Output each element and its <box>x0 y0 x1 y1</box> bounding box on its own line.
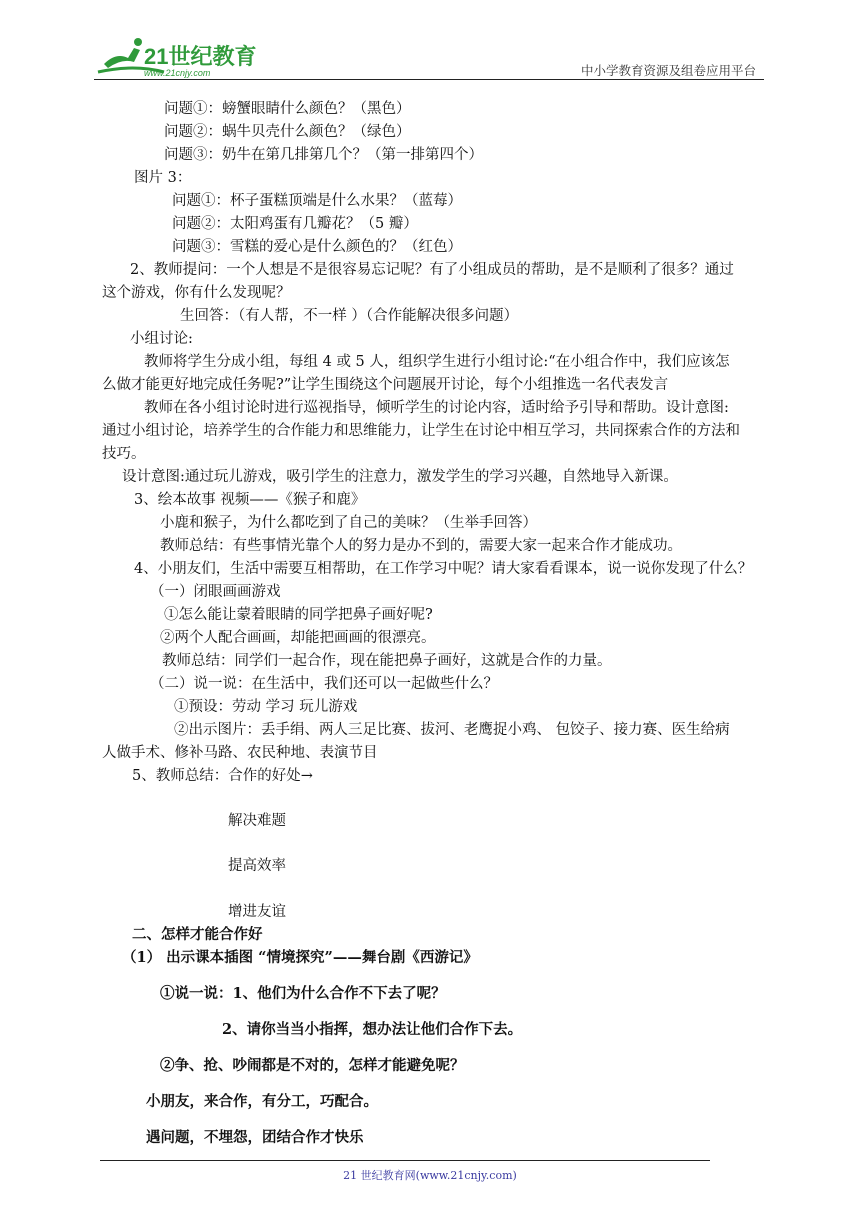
paragraph-line: 技巧。 <box>102 446 146 462</box>
picture-heading: 图片 3： <box>134 170 192 186</box>
question-line: 问题②：太阳鸡蛋有几瓣花？（5 瓣） <box>172 216 418 232</box>
design-intent: 设计意图:通过玩儿游戏，吸引学生的注意力，激发学生的学习兴趣，自然地导入新课。 <box>122 469 678 485</box>
paragraph-line: 么做才能更好地完成任务呢?”让学生围绕这个问题展开讨论，每个小组推选一名代表发言 <box>102 377 669 393</box>
benefit-item: 解决难题 <box>228 813 286 829</box>
section-item: 4、小朋友们，生活中需要互相帮助，在工作学习中呢？请大家看看课本，说一说你发现了什么？ <box>134 561 753 577</box>
section-label: 小组讨论: <box>130 331 193 347</box>
question-line: 问题②：蜗牛贝壳什么颜色？（绿色） <box>164 124 411 140</box>
section-item: 3、绘本故事 视频——《猴子和鹿》 <box>134 492 366 508</box>
paragraph-line: ②出示图片：丢手绢、两人三足比赛、拔河、老鹰捉小鸡、 包饺子、接力赛、医生给病 <box>174 722 730 738</box>
bold-line: 小朋友，来合作，有分工，巧配合。 <box>146 1093 378 1110</box>
paragraph-line: 教师总结：有些事情光靠个人的努力是办不到的，需要大家一起来合作才能成功。 <box>160 538 682 554</box>
bold-line: （1） 出示课本插图 “情境探究”——舞台剧《西游记》 <box>122 949 478 966</box>
paragraph-line: 通过小组讨论，培养学生的合作能力和思维能力，让学生在讨论中相互学习，共同探索合作的方法和 <box>102 423 740 439</box>
paragraph-line: 人做手术、修补马路、农民种地、表演节目 <box>102 745 378 761</box>
bold-line: ①说一说：1、他们为什么合作不下去了呢？ <box>160 985 446 1002</box>
paragraph-line: ①怎么能让蒙着眼睛的同学把鼻子画好呢? <box>164 607 433 623</box>
paragraph-line: 教师在各小组讨论时进行巡视指导，倾听学生的讨论内容，适时给予引导和帮助。设计意图: <box>144 400 729 416</box>
question-line: 问题③：雪糕的爱心是什么颜色的？（红色） <box>172 239 462 255</box>
logo-text: 21世纪教育 <box>144 44 257 69</box>
bold-line: 2、请你当当小指挥，想办法让他们合作下去。 <box>222 1021 523 1038</box>
paragraph-line: 小鹿和猴子，为什么都吃到了自己的美味？（生举手回答） <box>160 515 537 531</box>
paragraph-line: 这个游戏，你有什么发现呢？ <box>102 285 291 301</box>
logo-url: www.21cnjy.com <box>144 68 211 78</box>
paragraph-line: ②两个人配合画画，却能把画画的很漂亮。 <box>160 630 436 646</box>
section-heading: 二、怎样才能合作好 <box>132 926 263 943</box>
question-line: 问题①：螃蟹眼睛什么颜色？（黑色） <box>164 101 411 117</box>
platform-name: 中小学教育资源及组卷应用平台 <box>580 63 756 78</box>
site-logo <box>94 34 264 78</box>
footer-link[interactable]: 21 世纪教育网(www.21cnjy.com) <box>343 1169 517 1182</box>
benefit-item: 提高效率 <box>228 858 286 874</box>
paragraph-line: ①预设：劳动 学习 玩儿游戏 <box>174 699 358 715</box>
sub-heading: （二）说一说：在生活中，我们还可以一起做些什么？ <box>150 676 498 692</box>
section-item: 5、教师总结：合作的好处→ <box>132 768 313 784</box>
runner-logo-icon <box>94 34 264 78</box>
bold-line: ②争、抢、吵闹都是不对的，怎样才能避免呢？ <box>160 1057 465 1074</box>
header-divider <box>94 79 764 80</box>
sub-heading: （一）闭眼画画游戏 <box>150 584 281 600</box>
paragraph-line: 2、教师提问：一个人想是不是很容易忘记呢？有了小组成员的帮助，是不是顺利了很多？通过 <box>130 262 734 278</box>
paragraph-line: 教师将学生分成小组，每组 4 或 5 人，组织学生进行小组讨论:“在小组合作中，我们应该怎 <box>144 354 730 370</box>
question-line: 问题③：奶牛在第几排第几个？（第一排第四个） <box>164 147 483 163</box>
paragraph-line: 教师总结：同学们一起合作，现在能把鼻子画好，这就是合作的力量。 <box>162 653 612 669</box>
footer-divider <box>100 1160 710 1161</box>
bold-line: 遇问题，不埋怨，团结合作才快乐 <box>146 1129 364 1146</box>
question-line: 问题①：杯子蛋糕顶端是什么水果？（蓝莓） <box>172 193 462 209</box>
benefit-item: 增进友谊 <box>228 904 286 920</box>
paragraph-line: 生回答：（有人帮，不一样 ）（合作能解决很多问题） <box>180 308 519 324</box>
